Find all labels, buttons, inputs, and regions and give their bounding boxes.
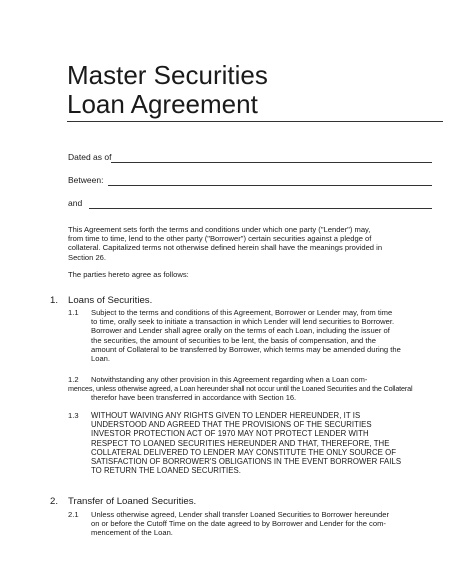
subsection-line: mences, unless otherwise agreed, a Loan hereunder shall not occur until the Loaned Securities and the Collateral bbox=[68, 384, 413, 394]
subsection-line: RESPECT TO LOANED SECURITIES HEREUNDER AND THAT, THEREFORE, THE bbox=[91, 438, 390, 448]
dated-as-of-label: Dated as of bbox=[68, 152, 112, 162]
subsection-line: the securities, the amount of securities to be lent, the basis of compensation, and the bbox=[91, 335, 376, 345]
subsection-line: Borrower and Lender shall agree orally on the terms of each Loan, including the issuer of bbox=[91, 326, 390, 336]
and-field[interactable] bbox=[89, 208, 432, 209]
subsection-2-1-body bbox=[91, 510, 389, 538]
intro-paragraph bbox=[68, 225, 382, 262]
dated-as-of-field[interactable] bbox=[111, 162, 432, 163]
section-2-title: Transfer of Loaned Securities. bbox=[68, 496, 197, 507]
subsection-line: UNDERSTOOD AND AGREED THAT THE PROVISIONS OF THE SECURITIES bbox=[91, 420, 372, 430]
subsection-line: SATISFACTION OF BORROWER'S OBLIGATIONS IN THE EVENT BORROWER FAILS bbox=[91, 457, 402, 467]
between-field[interactable] bbox=[108, 185, 432, 186]
title-rule bbox=[67, 121, 443, 122]
intro-line: This Agreement sets forth the terms and conditions under which one party ("Lender") may, bbox=[68, 225, 371, 234]
subsection-line: Loan. bbox=[91, 354, 111, 364]
subsection-line: INVESTOR PROTECTION ACT OF 1970 MAY NOT PROTECT LENDER WITH bbox=[91, 429, 369, 439]
subsection-line: TO RETURN THE LOANED SECURITIES. bbox=[91, 466, 241, 476]
subsection-line: to time, orally seek to initiate a transaction in which Lender will lend securities to Borrower. bbox=[91, 317, 395, 327]
section-2-number: 2. bbox=[50, 496, 59, 507]
document-title-line-1: Master Securities bbox=[67, 60, 268, 90]
section-1-number: 1. bbox=[50, 295, 59, 306]
intro-line: from time to time, lend to the other party ("Borrower") certain securities against a pledge of bbox=[68, 234, 372, 244]
subsection-1-2-number: 1.2 bbox=[68, 375, 79, 384]
subsection-line: Unless otherwise agreed, Lender shall transfer Loaned Securities to Borrower hereunder bbox=[91, 510, 390, 519]
subsection-line: Notwithstanding any other provision in this Agreement regarding when a Loan com- bbox=[91, 375, 368, 384]
subsection-line: on or before the Cutoff Time on the date agreed to by Borrower and Lender for the com- bbox=[91, 519, 386, 529]
subsection-line: WITHOUT WAIVING ANY RIGHTS GIVEN TO LENDER HEREUNDER, IT IS bbox=[91, 411, 361, 420]
subsection-1-1-body bbox=[91, 308, 401, 363]
subsection-2-1-number: 2.1 bbox=[68, 510, 79, 519]
subsection-1-3-body bbox=[91, 411, 401, 475]
subsection-1-3-number: 1.3 bbox=[68, 411, 79, 420]
agree-line: The parties hereto agree as follows: bbox=[68, 270, 189, 279]
subsection-line: therefor have been transferred in accordance with Section 16. bbox=[91, 393, 297, 403]
subsection-line: amount of Collateral to be transferred by Borrower, which terms may be amended during the bbox=[91, 344, 401, 354]
between-label: Between: bbox=[68, 175, 104, 185]
intro-line: Section 26. bbox=[68, 252, 106, 262]
intro-line: collateral. Capitalized terms not otherwise defined herein shall have the meanings provided in bbox=[68, 243, 383, 253]
subsection-line: COLLATERAL DELIVERED TO LENDER MAY CONSTITUTE THE ONLY SOURCE OF bbox=[91, 447, 397, 457]
subsection-1-1-number: 1.1 bbox=[68, 308, 79, 317]
and-label: and bbox=[68, 198, 83, 208]
document-title-line-2: Loan Agreement bbox=[67, 89, 258, 119]
subsection-line: Subject to the terms and conditions of this Agreement, Borrower or Lender may, from time bbox=[91, 308, 393, 317]
section-1-title: Loans of Securities. bbox=[68, 295, 153, 306]
subsection-line: mencement of the Loan. bbox=[91, 528, 173, 538]
